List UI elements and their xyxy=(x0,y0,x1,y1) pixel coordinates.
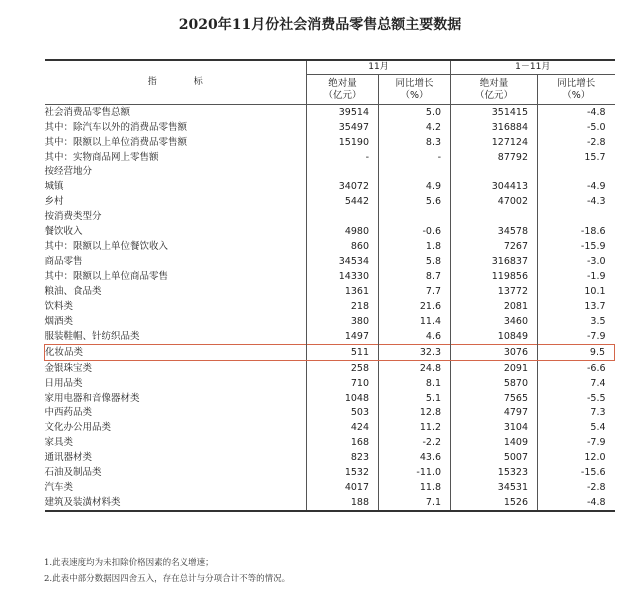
footnote-1: 1.此表速度均为未扣除价格因素的名义增速； xyxy=(44,558,214,568)
ytd-value-cell: 10849 xyxy=(451,329,538,344)
table-row xyxy=(45,150,615,165)
ytd-growth-cell: -2.8 xyxy=(538,135,615,150)
nov-value-cell: 168 xyxy=(307,436,379,451)
table-row-highlighted xyxy=(45,345,615,361)
indicator-cell: 其中：限额以上单位餐饮收入 xyxy=(44,241,169,253)
table-row xyxy=(45,360,615,375)
nov-growth-cell: 12.8 xyxy=(379,406,451,421)
nov-growth-cell: - xyxy=(379,150,451,165)
nov-value-cell: 4980 xyxy=(307,225,379,240)
indicator-cell: 通讯器材类 xyxy=(44,452,93,464)
indicator-cell: 化妆品类 xyxy=(45,345,307,361)
table-header xyxy=(45,60,615,105)
ytd-yoy-header: 同比增长 （%） xyxy=(538,75,615,105)
indicator-cell: 日用品类 xyxy=(44,377,83,389)
ytd-growth-cell: -4.9 xyxy=(538,180,615,195)
table-row xyxy=(45,421,615,436)
indicator-cell: 按经营地分 xyxy=(44,166,93,178)
ytd-growth-cell: -5.5 xyxy=(538,391,615,406)
nov-growth-cell: -2.2 xyxy=(379,436,451,451)
nov-value-cell: 1361 xyxy=(307,284,379,299)
nov-growth-cell: 5.6 xyxy=(379,195,451,210)
ytd-value-cell: 7267 xyxy=(451,239,538,254)
ytd-growth-cell: -4.3 xyxy=(538,195,615,210)
nov-value-cell: 823 xyxy=(307,451,379,466)
table-row xyxy=(45,480,615,495)
ytd-growth-cell: -4.8 xyxy=(538,105,615,120)
indicator-cell: 其中：限额以上单位商品零售 xyxy=(44,271,169,283)
ytd-growth-cell xyxy=(538,165,615,180)
table-row xyxy=(45,284,615,299)
nov-value-cell: 34534 xyxy=(307,254,379,269)
ytd-growth-cell: -15.9 xyxy=(538,239,615,254)
nov-growth-cell: 4.9 xyxy=(379,180,451,195)
nov-growth-cell xyxy=(379,210,451,225)
nov-value-cell: - xyxy=(307,150,379,165)
table-row xyxy=(45,299,615,314)
nov-value-cell: 380 xyxy=(307,314,379,329)
table-row xyxy=(45,391,615,406)
nov-value-cell: 5442 xyxy=(307,195,379,210)
table-row xyxy=(45,239,615,254)
indicator-header: 指 标 xyxy=(45,60,307,105)
indicator-cell: 其中：实物商品网上零售额 xyxy=(44,151,159,163)
table-row xyxy=(45,436,615,451)
nov-growth-cell: 8.3 xyxy=(379,135,451,150)
table-row xyxy=(45,254,615,269)
nov-growth-cell: 5.0 xyxy=(379,105,451,120)
ytd-value-cell: 119856 xyxy=(451,269,538,284)
ytd-growth-cell: 9.5 xyxy=(538,345,615,361)
indicator-cell: 家用电器和音像器材类 xyxy=(44,392,140,404)
table-row xyxy=(45,225,615,240)
ytd-value-cell: 7565 xyxy=(451,391,538,406)
table-row xyxy=(45,329,615,344)
nov-growth-cell: 43.6 xyxy=(379,451,451,466)
table-row xyxy=(45,210,615,225)
ytd-value-cell: 351415 xyxy=(451,105,538,120)
ytd-growth-cell: -6.6 xyxy=(538,360,615,375)
ytd-growth-cell: -1.9 xyxy=(538,269,615,284)
indicator-cell: 粮油、食品类 xyxy=(44,285,102,297)
nov-growth-cell: -11.0 xyxy=(379,466,451,481)
nov-growth-cell: 32.3 xyxy=(379,345,451,361)
ytd-value-cell: 5007 xyxy=(451,451,538,466)
nov-value-cell: 39514 xyxy=(307,105,379,120)
nov-growth-cell: 5.8 xyxy=(379,254,451,269)
retail-sales-table xyxy=(44,59,615,512)
nov-value-cell: 1048 xyxy=(307,391,379,406)
table-row xyxy=(45,120,615,135)
ytd-value-cell: 316837 xyxy=(451,254,538,269)
ytd-value-cell: 15323 xyxy=(451,466,538,481)
nov-value-cell: 424 xyxy=(307,421,379,436)
indicator-cell: 烟酒类 xyxy=(44,315,74,327)
nov-growth-cell: 11.2 xyxy=(379,421,451,436)
nov-value-cell: 188 xyxy=(307,495,379,511)
table-row xyxy=(45,195,615,210)
ytd-value-cell: 2091 xyxy=(451,360,538,375)
nov-growth-cell: 5.1 xyxy=(379,391,451,406)
table-row xyxy=(45,165,615,180)
ytd-value-cell: 47002 xyxy=(451,195,538,210)
nov-growth-cell: 11.8 xyxy=(379,480,451,495)
indicator-cell: 餐饮收入 xyxy=(44,226,83,238)
nov-yoy-header: 同比增长 （%） xyxy=(379,75,451,105)
nov-value-cell: 1497 xyxy=(307,329,379,344)
ytd-growth-cell: 10.1 xyxy=(538,284,615,299)
indicator-cell: 金银珠宝类 xyxy=(44,362,93,374)
nov-value-cell: 710 xyxy=(307,376,379,391)
table-body xyxy=(45,105,615,512)
indicator-cell: 社会消费品零售总额 xyxy=(44,106,131,118)
nov-abs-header: 绝对量 （亿元） xyxy=(307,75,379,105)
table-row xyxy=(45,466,615,481)
ytd-growth-cell: -15.6 xyxy=(538,466,615,481)
ytd-growth-cell: -7.9 xyxy=(538,329,615,344)
nov-value-cell: 1532 xyxy=(307,466,379,481)
ytd-value-cell xyxy=(451,165,538,180)
indicator-cell: 商品零售 xyxy=(44,256,83,268)
ytd-value-cell: 87792 xyxy=(451,150,538,165)
nov-value-cell xyxy=(307,165,379,180)
ytd-value-cell: 13772 xyxy=(451,284,538,299)
nov-growth-cell: 24.8 xyxy=(379,360,451,375)
nov-growth-cell: 8.7 xyxy=(379,269,451,284)
table-row xyxy=(45,135,615,150)
indicator-cell: 石油及制品类 xyxy=(44,467,102,479)
ytd-growth-cell: -4.8 xyxy=(538,495,615,511)
ytd-value-cell: 5870 xyxy=(451,376,538,391)
ytd-value-cell: 316884 xyxy=(451,120,538,135)
table-row xyxy=(45,376,615,391)
nov-value-cell: 860 xyxy=(307,239,379,254)
page-title: 2020年11月份社会消费品零售总额主要数据 xyxy=(178,17,462,33)
ytd-growth-cell: -7.9 xyxy=(538,436,615,451)
nov-growth-cell: 7.1 xyxy=(379,495,451,511)
table-row xyxy=(45,269,615,284)
table-row xyxy=(45,105,615,120)
indicator-cell: 文化办公用品类 xyxy=(44,422,112,434)
table-row xyxy=(45,314,615,329)
ytd-growth-cell: -3.0 xyxy=(538,254,615,269)
nov-growth-cell: -0.6 xyxy=(379,225,451,240)
ytd-growth-cell: 13.7 xyxy=(538,299,615,314)
ytd-growth-cell: -2.8 xyxy=(538,480,615,495)
table-row xyxy=(45,180,615,195)
ytd-growth-cell: -18.6 xyxy=(538,225,615,240)
ytd-value-cell: 1409 xyxy=(451,436,538,451)
ytd-value-cell: 3460 xyxy=(451,314,538,329)
indicator-cell: 服装鞋帽、针纺织品类 xyxy=(44,330,140,342)
indicator-cell: 建筑及装潢材料类 xyxy=(45,495,307,511)
nov-growth-cell: 21.6 xyxy=(379,299,451,314)
ytd-growth-cell: 15.7 xyxy=(538,150,615,165)
indicator-cell: 乡村 xyxy=(44,196,64,208)
nov-value-cell: 511 xyxy=(307,345,379,361)
nov-value-cell: 503 xyxy=(307,406,379,421)
ytd-value-cell: 34531 xyxy=(451,480,538,495)
table-row xyxy=(45,406,615,421)
indicator-cell: 饮料类 xyxy=(44,300,74,312)
indicator-cell: 其中：除汽车以外的消费品零售额 xyxy=(44,121,188,133)
period-november-header: 11月 xyxy=(307,60,451,75)
nov-value-cell: 34072 xyxy=(307,180,379,195)
table-row xyxy=(45,451,615,466)
indicator-cell: 中西药品类 xyxy=(44,407,93,419)
nov-growth-cell xyxy=(379,165,451,180)
ytd-value-cell: 2081 xyxy=(451,299,538,314)
indicator-cell: 城镇 xyxy=(44,181,64,193)
nov-growth-cell: 4.2 xyxy=(379,120,451,135)
nov-value-cell: 15190 xyxy=(307,135,379,150)
table-row xyxy=(45,495,615,511)
ytd-growth-cell: 3.5 xyxy=(538,314,615,329)
ytd-growth-cell: 7.4 xyxy=(538,376,615,391)
nov-value-cell: 35497 xyxy=(307,120,379,135)
ytd-value-cell: 304413 xyxy=(451,180,538,195)
ytd-growth-cell: 5.4 xyxy=(538,421,615,436)
nov-value-cell xyxy=(307,210,379,225)
footnote-2: 2.此表中部分数据因四舍五入，存在总计与分项合计不等的情况。 xyxy=(44,574,291,584)
ytd-growth-cell: 12.0 xyxy=(538,451,615,466)
indicator-cell: 其中：限额以上单位消费品零售额 xyxy=(44,136,188,148)
ytd-growth-cell: 7.3 xyxy=(538,406,615,421)
ytd-value-cell: 34578 xyxy=(451,225,538,240)
nov-value-cell: 4017 xyxy=(307,480,379,495)
indicator-cell: 汽车类 xyxy=(44,482,74,494)
nov-growth-cell: 1.8 xyxy=(379,239,451,254)
ytd-value-cell xyxy=(451,210,538,225)
nov-growth-cell: 11.4 xyxy=(379,314,451,329)
ytd-abs-header: 绝对量 （亿元） xyxy=(451,75,538,105)
ytd-value-cell: 4797 xyxy=(451,406,538,421)
indicator-cell: 按消费类型分 xyxy=(44,211,102,223)
nov-growth-cell: 4.6 xyxy=(379,329,451,344)
ytd-growth-cell xyxy=(538,210,615,225)
ytd-value-cell: 127124 xyxy=(451,135,538,150)
ytd-value-cell: 3104 xyxy=(451,421,538,436)
nov-growth-cell: 8.1 xyxy=(379,376,451,391)
ytd-value-cell: 3076 xyxy=(451,345,538,361)
nov-growth-cell: 7.7 xyxy=(379,284,451,299)
nov-value-cell: 218 xyxy=(307,299,379,314)
nov-value-cell: 14330 xyxy=(307,269,379,284)
ytd-value-cell: 1526 xyxy=(451,495,538,511)
ytd-growth-cell: -5.0 xyxy=(538,120,615,135)
nov-value-cell: 258 xyxy=(307,360,379,375)
period-jan-nov-header: 1－11月 xyxy=(451,60,615,75)
indicator-cell: 家具类 xyxy=(44,437,74,449)
